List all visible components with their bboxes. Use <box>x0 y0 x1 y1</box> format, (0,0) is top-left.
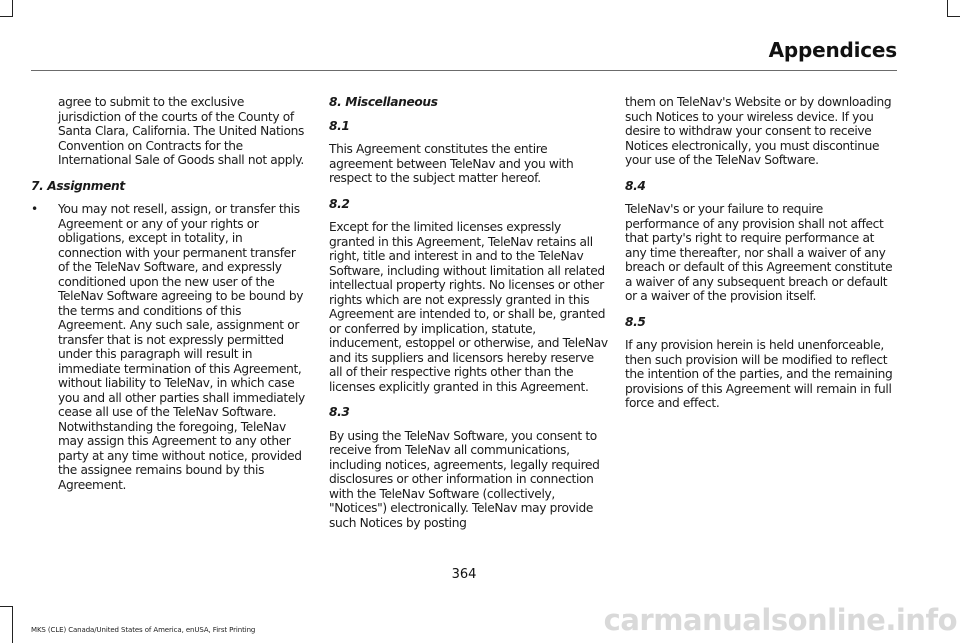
watermark-logo: carmanualsonline.info <box>603 603 957 637</box>
subsection-heading-8-2: 8.2 <box>329 196 350 211</box>
subsection-heading-8-3: 8.3 <box>329 405 350 419</box>
subsection-heading-8-4: 8.4 <box>625 178 646 193</box>
edition-footer: MKS (CLE) Canada/United States of America, enUSA, First Printing <box>31 626 256 634</box>
page-number: 364 <box>451 567 477 582</box>
text-column-left <box>31 95 309 503</box>
crop-mark-bottom-left-vertical <box>12 606 13 643</box>
bullet-text: You may not resell, assign, or transfer this Agreement or any of your rights or obligations, except in totality, in connection with your permanent transfer of the TeleNav Software, and expressly conditioned upon the new user of the TeleNav Software agreeing to be bound by the terms and conditions of this Agreement. Any such sale, assignment or transfer that is not expressly permitted under this paragraph will result in immediate termination of this Agreement, without liability to TeleNav, in which case you and all other parties shall immediately cease all use of the TeleNav Software. Notwithstanding the foregoing, TeleNav may assign this Agreement to any other party at any time without notice, provided the assignee remains bound by this Agreement. <box>58 202 305 492</box>
subsection-heading-8-1: 8.1 <box>329 118 350 133</box>
bullet-item <box>31 202 309 492</box>
crop-mark-top-left-vertical <box>12 0 13 17</box>
crop-mark-bottom-left-horizontal <box>0 606 13 607</box>
page-title: Appendices <box>768 38 897 62</box>
paragraph-8-3-continued: them on TeleNav's Website or by downloading such Notices to your wireless device. If you desire to withdraw your consent to receive Notices electronically, you must discontinue your use of the TeleNav Software. <box>625 95 892 167</box>
paragraph-8-2: Except for the limited licenses expressly granted in this Agreement, TeleNav retains all right, title and interest in and to the TeleNav Software, including without limitation all related intellectual property rights. No licenses or other rights which are not expressly granted in this Agreement are intended to, or shall be, granted or conferred by implication, statute, inducement, estoppel or otherwise, and TeleNav and its suppliers and licensors hereby reserve all of their respective rights other than the licenses explicitly granted in this Agreement. <box>329 220 608 394</box>
crop-mark-top-right-horizontal <box>947 16 960 17</box>
crop-mark-top-right-vertical <box>947 0 948 17</box>
subsection-heading-8-5: 8.5 <box>625 314 646 329</box>
crop-mark-top-left-horizontal <box>0 16 13 17</box>
text-column-right <box>625 95 897 422</box>
paragraph-continuation: agree to submit to the exclusive jurisdiction of the courts of the County of Santa Clara, California. The United Nations Convention on Contracts for the International Sale of Goods shall not apply. <box>58 95 304 167</box>
text-column-middle <box>329 95 609 541</box>
paragraph-8-1: This Agreement constitutes the entire agreement between TeleNav and you with respect to the subject matter hereof. <box>329 142 574 185</box>
header-divider <box>31 70 897 71</box>
section-heading-miscellaneous: 8. Miscellaneous <box>329 95 438 109</box>
bullet-icon: • <box>31 202 38 216</box>
paragraph-8-4: TeleNav's or your failure to require performance of any provision shall not affect that party's right to require performance at any time thereafter, nor shall a waiver of any breach or default of this Agreement constitute a waiver of any subsequent breach or default or a waiver of the provision itself. <box>625 202 893 303</box>
section-heading-assignment: 7. Assignment <box>31 178 125 193</box>
paragraph-8-5: If any provision herein is held unenforceable, then such provision will be modified to reflect the intention of the parties, and the remaining provisions of this Agreement will remain in full force and effect. <box>625 338 893 410</box>
paragraph-8-3: By using the TeleNav Software, you consent to receive from TeleNav all communications, including notices, agreements, legally required disclosures or other information in connection with the TeleNav Software (collectively, "Notices") electronically. TeleNav may provide such Notices by posting <box>329 428 600 530</box>
